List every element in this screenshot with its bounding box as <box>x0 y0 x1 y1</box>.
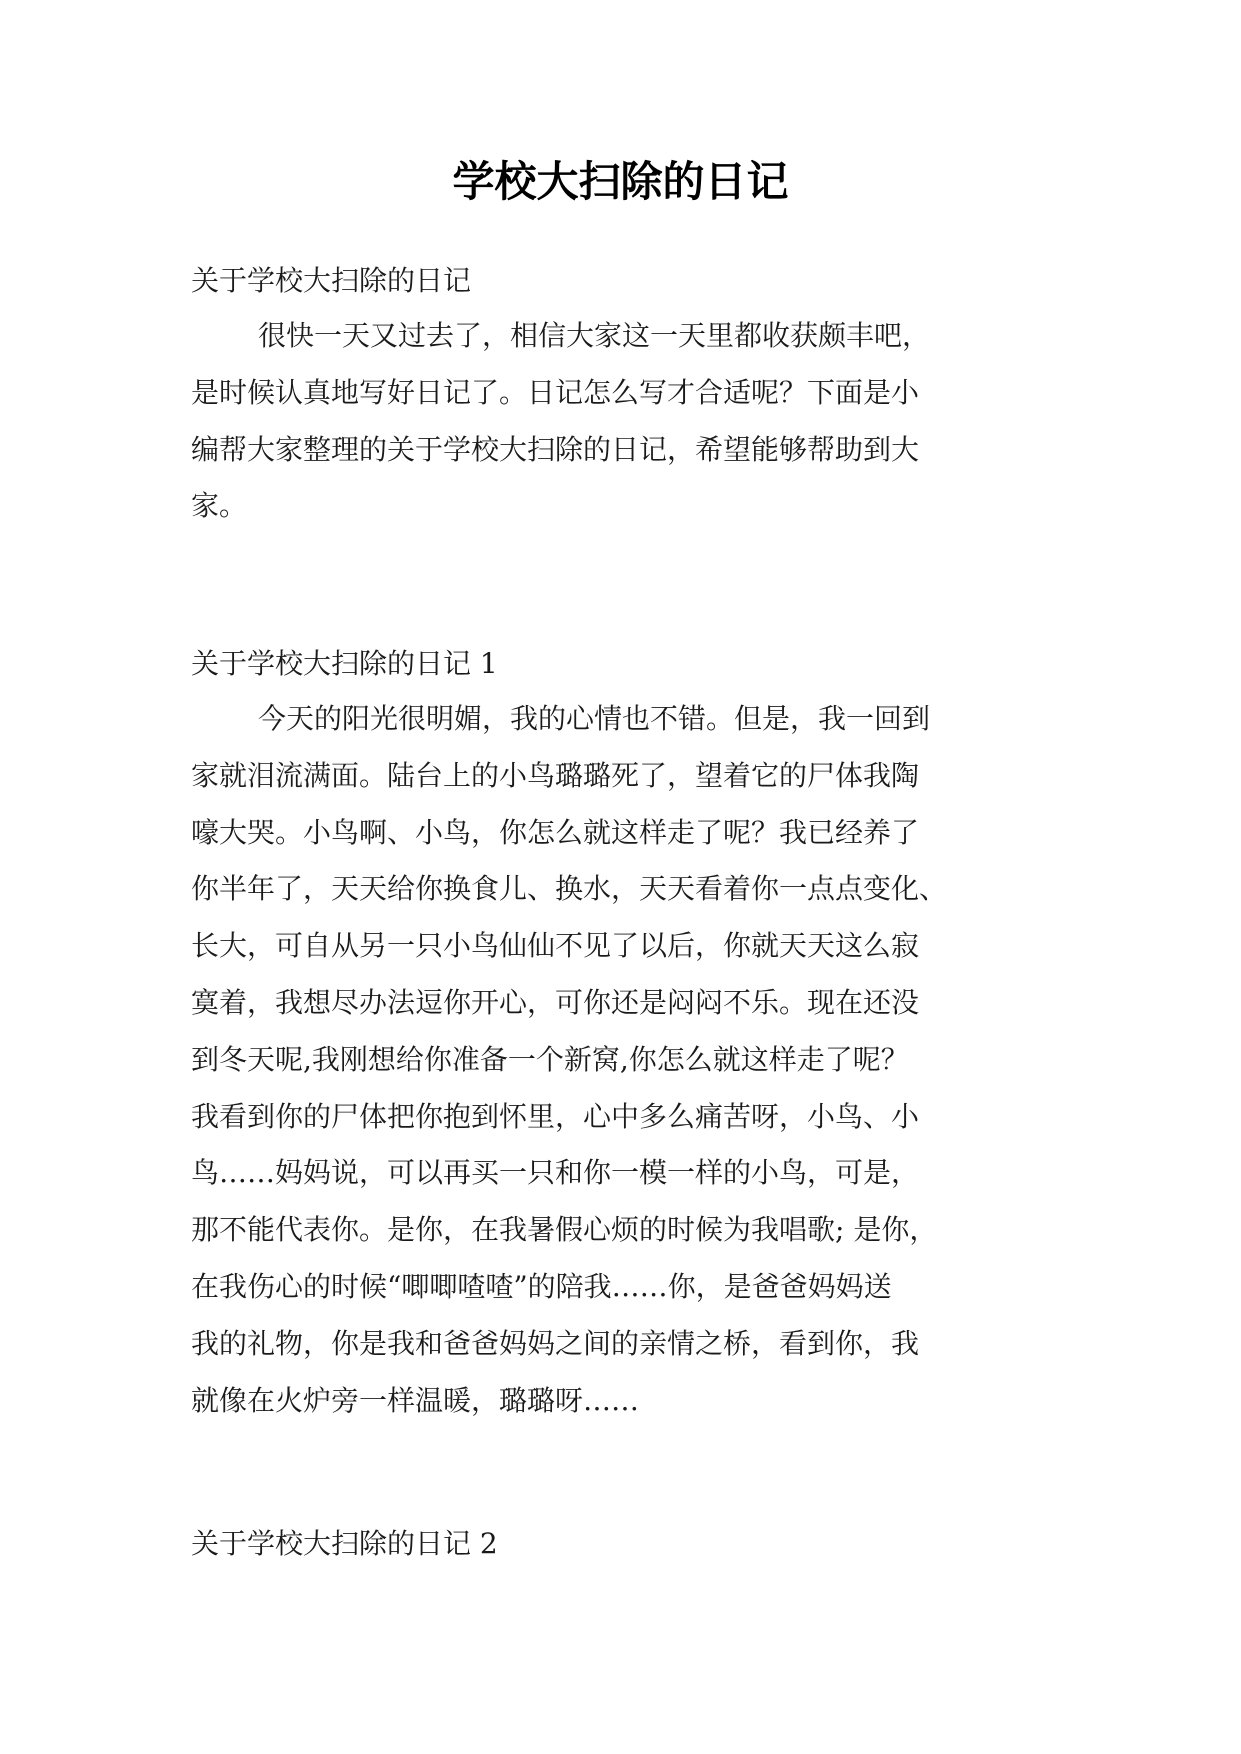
entry1-heading: 关于学校大扫除的日记 1 <box>191 647 498 680</box>
paragraph-line: 长大，可自从另一只小鸟仙仙不见了以后，你就天天这么寂 <box>191 929 920 963</box>
document-title: 学校大扫除的日记 <box>452 157 789 206</box>
paragraph-line: 是时候认真地写好日记了。日记怎么写才合适呢？下面是小 <box>191 375 920 409</box>
paragraph-line: 我看到你的尸体把你抱到怀里，心中多么痛苦呀，小鸟、小 <box>191 1099 920 1133</box>
paragraph-line: 嚎大哭。小鸟啊、小鸟，你怎么就这样走了呢？我已经养了 <box>191 815 920 849</box>
paragraph-line: 你半年了，天天给你换食儿、换水，天天看着你一点点变化、 <box>191 872 948 906</box>
paragraph-line: 寞着，我想尽办法逗你开心，可你还是闷闷不乐。现在还没 <box>191 985 920 1019</box>
intro-heading: 关于学校大扫除的日记 <box>191 264 472 297</box>
paragraph-line: 编帮大家整理的关于学校大扫除的日记，希望能够帮助到大 <box>191 432 920 466</box>
paragraph-line: 在我伤心的时候“唧唧喳喳”的陪我……你，是爸爸妈妈送 <box>191 1269 892 1303</box>
paragraph-line: 鸟……妈妈说，可以再买一只和你一模一样的小鸟，可是， <box>191 1156 920 1190</box>
paragraph-line: 到冬天呢,我刚想给你准备一个新窝,你怎么就这样走了呢？ <box>191 1042 909 1076</box>
entry2-heading: 关于学校大扫除的日记 2 <box>191 1527 498 1560</box>
paragraph-line: 我的礼物，你是我和爸爸妈妈之间的亲情之桥，看到你，我 <box>191 1326 920 1360</box>
intro-paragraph <box>191 308 1071 535</box>
paragraph-line: 很快一天又过去了，相信大家这一天里都收获颇丰吧， <box>258 319 931 352</box>
paragraph-line: 就像在火炉旁一样温暖，璐璐呀…… <box>191 1383 640 1417</box>
paragraph-line: 家就泪流满面。陆台上的小鸟璐璐死了，望着它的尸体我陶 <box>191 758 920 792</box>
paragraph-line: 那不能代表你。是你，在我暑假心烦的时候为我唱歌; 是你， <box>191 1213 938 1247</box>
paragraph-line: 家。 <box>191 489 248 523</box>
entry1-paragraph <box>191 691 1071 1429</box>
paragraph-line: 今天的阳光很明媚，我的心情也不错。但是，我一回到 <box>258 702 931 735</box>
